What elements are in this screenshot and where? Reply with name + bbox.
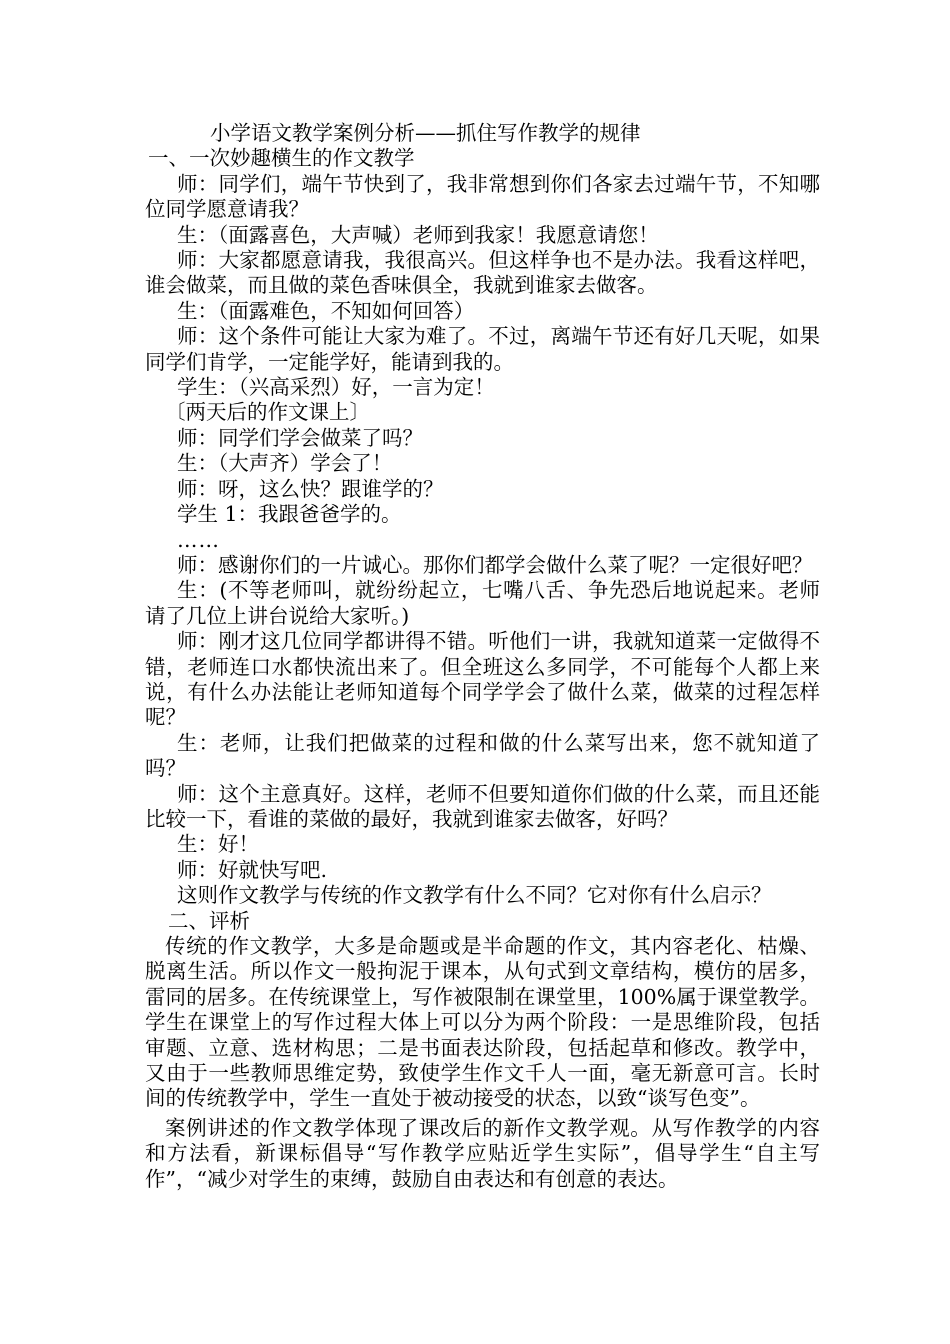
section-heading-case: 一、一次妙趣横生的作文教学 — [148, 146, 415, 171]
dialogue-paragraph: 生：（大声齐）学会了！ — [177, 451, 393, 476]
dialogue-paragraph: 学生 1：我跟爸爸学的。 — [177, 502, 402, 527]
dialogue-paragraph: 生：（面露难色，不知如何回答） — [177, 298, 475, 323]
dialogue-paragraph: 师：好就快写吧. — [177, 857, 328, 882]
dialogue-paragraph: 师：刚才这几位同学都讲得不错。听他们一讲，我就知道菜一定做得不错，老师连口水都快流出来了。但全班这么多同学，不可能每个人都上来说，有什么办法能让老师知道每个同学学会了做什么菜，做菜的过程怎样呢？ — [145, 629, 820, 730]
dialogue-paragraph: 师：呀，这么快？跟谁学的？ — [177, 476, 444, 501]
dialogue-ellipsis: …… — [177, 527, 220, 552]
discussion-question: 这则作文教学与传统的作文教学有什么不同？它对你有什么启示？ — [177, 883, 772, 908]
analysis-paragraph: 传统的作文教学，大多是命题或是半命题的作文，其内容老化、枯燥、脱离生活。所以作文一般拘泥于课本，从句式到文章结构，模仿的居多，雷同的居多。在传统课堂上，写作被限制在课堂里，100%属于课堂教学。学生在课堂上的写作过程大体上可以分为两个阶段：一是思维阶段，包括审题、立意、选材构思；二是书面表达阶段，包括起草和修改。教学中，又由于一些教师思维定势，致使学生作文千人一面，毫无新意可言。长时间的传统教学中，学生一直处于被动接受的状态，以致“谈写色变”。 — [145, 934, 820, 1111]
dialogue-paragraph: 生：好！ — [177, 832, 259, 857]
dialogue-stage-direction: 〔两天后的作文课上〕 — [165, 400, 370, 425]
document-page — [145, 121, 820, 1192]
dialogue-paragraph: 师：大家都愿意请我，我很高兴。但这样争也不是办法。我看这样吧，谁会做菜，而且做的菜色香味俱全，我就到谁家去做客。 — [145, 248, 820, 298]
dialogue-paragraph: 师：同学们学会做菜了吗？ — [177, 425, 423, 450]
dialogue-paragraph: 生：(不等老师叫，就纷纷起立，七嘴八舌、争先恐后地说起来。老师请了几位上讲台说给大家听。) — [145, 578, 820, 628]
dialogue-paragraph: 师：这个条件可能让大家为难了。不过，离端午节还有好几天呢，如果同学们肯学，一定能学好，能请到我的。 — [145, 324, 820, 374]
document-title: 小学语文教学案例分析——抓住写作教学的规律 — [210, 121, 641, 145]
dialogue-paragraph: 生：（面露喜色，大声喊）老师到我家！我愿意请您！ — [177, 222, 659, 247]
dialogue-paragraph: 师：感谢你们的一片诚心。那你们都学会做什么菜了呢？一定很好吧？ — [177, 552, 813, 577]
dialogue-paragraph: 学生：（兴高采烈）好，一言为定！ — [177, 375, 495, 400]
dialogue-paragraph: 师：同学们，端午节快到了，我非常想到你们各家去过端午节，不知哪位同学愿意请我？ — [145, 171, 820, 222]
section-heading-analysis: 二、评析 — [168, 908, 250, 933]
dialogue-paragraph: 师：这个主意真好。这样，老师不但要知道你们做的什么菜，而且还能比较一下，看谁的菜做的最好，我就到谁家去做客，好吗？ — [145, 781, 820, 831]
analysis-paragraph: 案例讲述的作文教学体现了课改后的新作文教学观。从写作教学的内容和方法看，新课标倡导“写作教学应贴近学生实际”，倡导学生“自主写作”，“减少对学生的束缚，鼓励自由表达和有创意的表达。 — [145, 1115, 820, 1191]
dialogue-paragraph: 生：老师，让我们把做菜的过程和做的什么菜写出来，您不就知道了吗？ — [145, 730, 820, 781]
